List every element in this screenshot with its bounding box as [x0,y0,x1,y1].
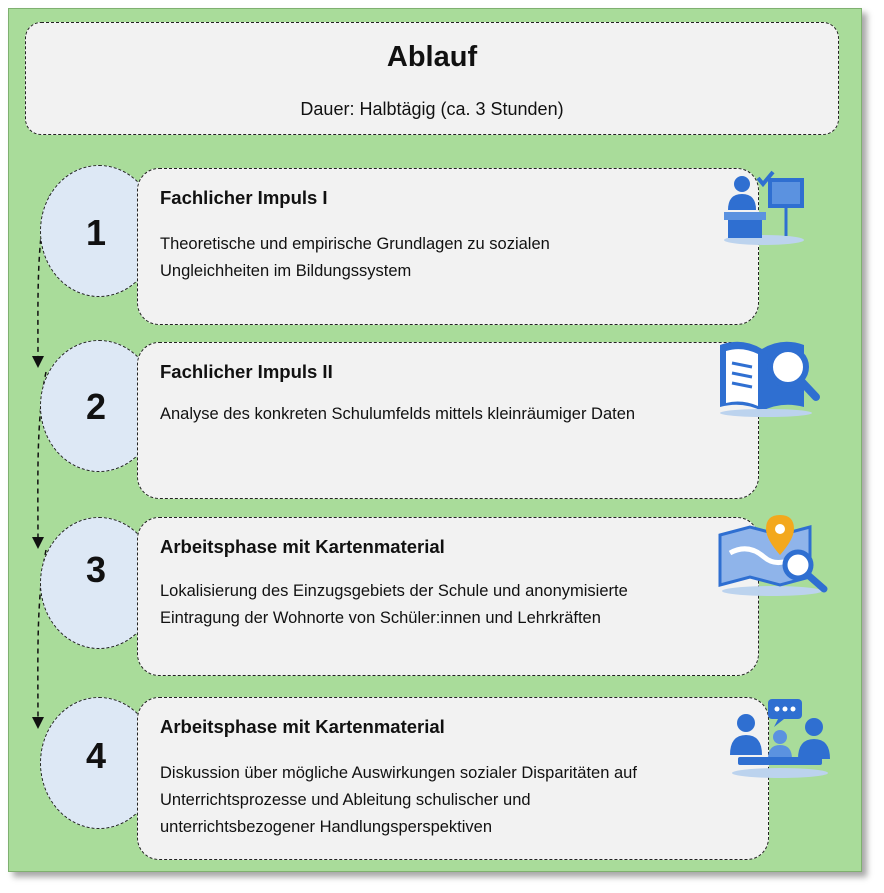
map-search-icon [716,507,832,597]
step-3-title: Arbeitsphase mit Kartenmaterial [160,536,445,557]
step-4-title: Arbeitsphase mit Kartenmaterial [160,716,445,737]
step-2-number: 2 [85,386,107,427]
duration-text: Dauer: Halbtägig (ca. 3 Stunden) [300,99,564,119]
step-4-card [137,697,769,860]
book-magnifier-icon [716,337,822,419]
step-2-card [137,342,759,499]
step-1-card [137,168,759,325]
step-1-title: Fachlicher Impuls I [160,187,328,208]
presenter-icon [722,170,806,246]
step-3-card [137,517,759,676]
step-4-text: Diskussion über mögliche Auswirkungen sozialer Disparitäten auf Unterrichtsprozesse und Ableitung schulischer und unterrichtsbezogener Handlungsperspektiven [160,764,637,836]
page-title: Ablauf [386,41,478,73]
discussion-group-icon [728,697,832,779]
step-2-title: Fachlicher Impuls II [160,361,333,382]
step-3-number: 3 [85,549,107,590]
step-2-text: Analyse des konkreten Schulumfelds mittels kleinräumiger Daten [160,405,636,423]
step-4-number: 4 [85,735,107,776]
step-3-text: Lokalisierung des Einzugsgebiets der Schule und anonymisierte Eintragung der Wohnorte von Schüler:innen und Lehrkräften [160,582,628,627]
step-1-number: 1 [85,212,107,253]
step-1-text: Theoretische und empirische Grundlagen zu sozialen Ungleichheiten im Bildungssystem [160,235,550,280]
